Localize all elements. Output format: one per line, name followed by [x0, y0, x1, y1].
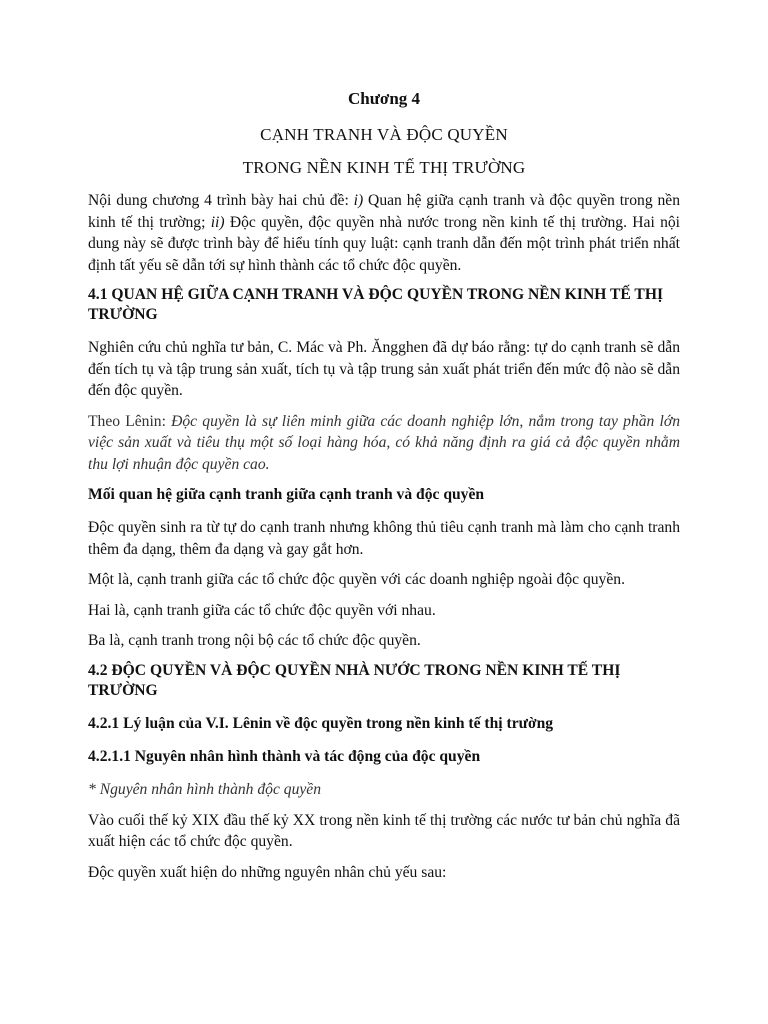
intro-text-2: Quan hệ giữa cạnh tranh và độc quyền trong nền kinh tế thị trường;	[88, 192, 680, 231]
relation-paragraph: Độc quyền sinh ra từ tự do cạnh tranh nhưng không thủ tiêu cạnh tranh mà làm cho cạnh tranh thêm đa dạng, thêm đa dạng và gay gắt hơn.	[88, 519, 680, 558]
point-three-paragraph: Ba là, cạnh tranh trong nội bộ các tổ chức độc quyền.	[88, 632, 421, 649]
chapter-label: Chương 4	[347, 89, 421, 108]
section-4-2-1-heading: 4.2.1 Lý luận của V.I. Lênin về độc quyền trong nền kinh tế thị trường	[88, 714, 554, 732]
lenin-lead: Theo Lênin:	[88, 412, 172, 430]
document-page	[88, 88, 680, 892]
section-4-1-heading: 4.1 QUAN HỆ GIỮA CẠNH TRANH VÀ ĐỘC QUYỀN TRONG NỀN KINH TẾ THỊ TRƯỜNG	[88, 286, 664, 323]
intro-paragraph	[88, 190, 680, 276]
history-paragraph: Vào cuối thế kỷ XIX đầu thế kỷ XX trong nền kinh tế thị trường các nước tư bản chủ nghĩa đã xuất hiện các tổ chức độc quyền.	[88, 811, 680, 850]
intro-text-3: Độc quyền, độc quyền nhà nước trong nền kinh tế thị trường. Hai nội dung này sẽ được trình bày để hiểu tính quy luật: cạnh tranh dẫn đến một trình phát triển nhất định tất yếu sẽ dẫn tới sự hình thành các tổ chức độc quyền.	[88, 213, 680, 274]
relation-heading: Mối quan hệ giữa cạnh tranh giữa cạnh tranh và độc quyền	[88, 486, 485, 503]
causes-intro-paragraph: Độc quyền xuất hiện do những nguyên nhân chủ yếu sau:	[88, 863, 447, 881]
intro-marker-2: ii)	[210, 213, 225, 231]
intro-marker-1: i)	[353, 192, 364, 209]
intro-text-1: Nội dung chương 4 trình bày hai chủ đề:	[88, 192, 354, 209]
causes-note: * Nguyên nhân hình thành độc quyền	[88, 780, 322, 798]
lenin-definition-paragraph	[88, 411, 680, 476]
section-4-2-heading: 4.2 ĐỘC QUYỀN VÀ ĐỘC QUYỀN NHÀ NƯỚC TRONG NỀN KINH TẾ THỊ TRƯỜNG	[88, 661, 621, 699]
lenin-definition-quote: Độc quyền là sự liên minh giữa các doanh nghiệp lớn, nắm trong tay phần lớn việc sản xuất và tiêu thụ một số loại hàng hóa, có khả năng định ra giá cả độc quyền nhằm thu lợi nhuận độc quyền cao.	[88, 412, 680, 473]
chapter-title-line-2: TRONG NỀN KINH TẾ THỊ TRƯỜNG	[242, 158, 526, 177]
section-4-2-1-1-heading: 4.2.1.1 Nguyên nhân hình thành và tác động của độc quyền	[88, 747, 481, 765]
point-one-paragraph: Một là, cạnh tranh giữa các tổ chức độc quyền với các doanh nghiệp ngoài độc quyền.	[88, 571, 625, 588]
chapter-title-line-1: CẠNH TRANH VÀ ĐỘC QUYỀN	[260, 125, 508, 144]
marx-engels-paragraph: Nghiên cứu chủ nghĩa tư bản, C. Mác và Ph. Ăngghen đã dự báo rằng: tự do cạnh tranh sẽ dẫn đến tích tụ và tập trung sản xuất, tích tụ và tập trung sản xuất phát triển đến mức độ nào sẽ dẫn đến độc quyền.	[88, 339, 680, 399]
point-two-paragraph: Hai là, cạnh tranh giữa các tổ chức độc quyền với nhau.	[88, 601, 436, 619]
